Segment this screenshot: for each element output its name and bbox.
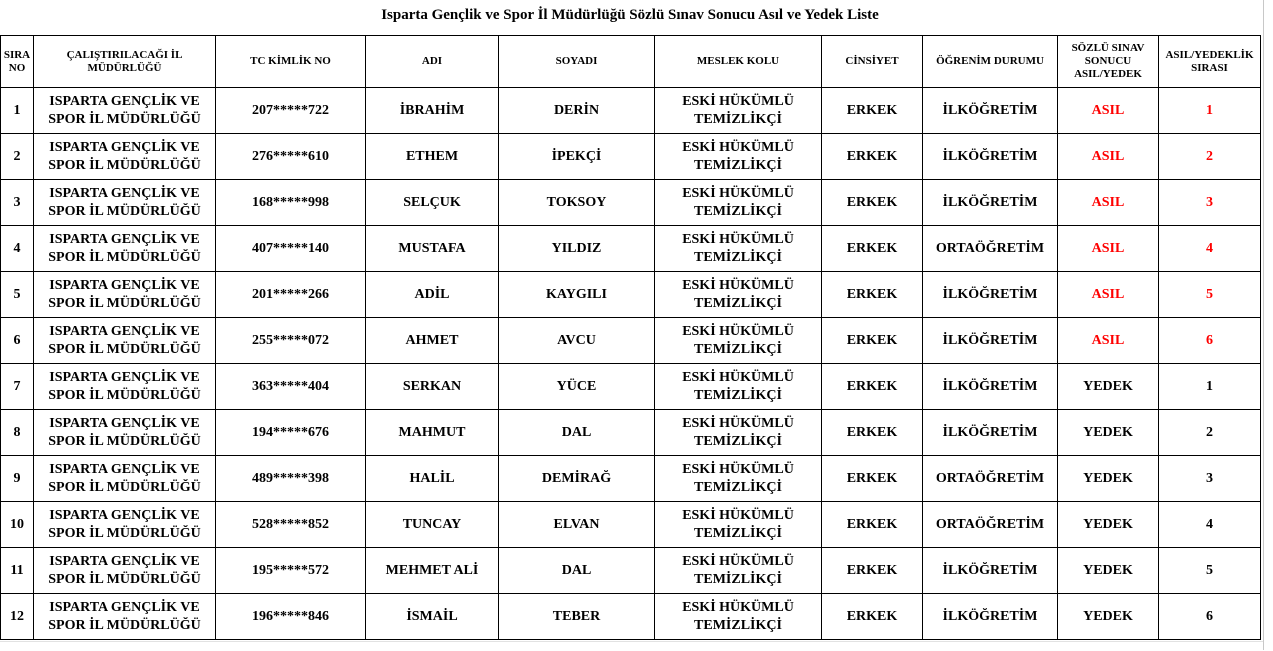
cell-cinsiyet: ERKEK [822, 226, 923, 272]
cell-meslek-kolu: ESKİ HÜKÜMLÜ TEMİZLİKÇİ [655, 180, 822, 226]
cell-sinav-sonucu: YEDEK [1058, 594, 1159, 640]
cell-cinsiyet: ERKEK [822, 134, 923, 180]
cell-ogrenim-durumu: İLKÖĞRETİM [923, 180, 1058, 226]
cell-ogrenim-durumu: ORTAÖĞRETİM [923, 456, 1058, 502]
cell-ogrenim-durumu: İLKÖĞRETİM [923, 318, 1058, 364]
cell-soyadi: ELVAN [499, 502, 655, 548]
cell-adi: ETHEM [366, 134, 499, 180]
header-cinsiyet: CİNSİYET [822, 36, 923, 88]
cell-sinav-sonucu: ASIL [1058, 272, 1159, 318]
table-row [1, 226, 1261, 272]
cell-sinav-sonucu: YEDEK [1058, 456, 1159, 502]
cell-ogrenim-durumu: İLKÖĞRETİM [923, 134, 1058, 180]
cell-asil-yedek-sirasi: 1 [1159, 88, 1261, 134]
cell-cinsiyet: ERKEK [822, 548, 923, 594]
cell-tc-kimlik: 255*****072 [216, 318, 366, 364]
cell-mudurluk: ISPARTA GENÇLİK VE SPOR İL MÜDÜRLÜĞÜ [34, 88, 216, 134]
cell-tc-kimlik: 196*****846 [216, 594, 366, 640]
table-row [1, 364, 1261, 410]
cell-ogrenim-durumu: ORTAÖĞRETİM [923, 226, 1058, 272]
cell-mudurluk: ISPARTA GENÇLİK VE SPOR İL MÜDÜRLÜĞÜ [34, 410, 216, 456]
cell-ogrenim-durumu: İLKÖĞRETİM [923, 272, 1058, 318]
cell-mudurluk: ISPARTA GENÇLİK VE SPOR İL MÜDÜRLÜĞÜ [34, 364, 216, 410]
cell-cinsiyet: ERKEK [822, 410, 923, 456]
header-tc-kimlik: TC KİMLİK NO [216, 36, 366, 88]
cell-sira-no: 1 [1, 88, 34, 134]
cell-soyadi: TOKSOY [499, 180, 655, 226]
cell-mudurluk: ISPARTA GENÇLİK VE SPOR İL MÜDÜRLÜĞÜ [34, 180, 216, 226]
cell-sinav-sonucu: YEDEK [1058, 502, 1159, 548]
cell-cinsiyet: ERKEK [822, 502, 923, 548]
cell-sira-no: 2 [1, 134, 34, 180]
cell-mudurluk: ISPARTA GENÇLİK VE SPOR İL MÜDÜRLÜĞÜ [34, 226, 216, 272]
cell-sira-no: 10 [1, 502, 34, 548]
cell-sira-no: 6 [1, 318, 34, 364]
cell-ogrenim-durumu: İLKÖĞRETİM [923, 594, 1058, 640]
cell-sira-no: 7 [1, 364, 34, 410]
cell-ogrenim-durumu: İLKÖĞRETİM [923, 364, 1058, 410]
cell-adi: ADİL [366, 272, 499, 318]
cell-soyadi: YILDIZ [499, 226, 655, 272]
table-row [1, 272, 1261, 318]
cell-cinsiyet: ERKEK [822, 88, 923, 134]
cell-mudurluk: ISPARTA GENÇLİK VE SPOR İL MÜDÜRLÜĞÜ [34, 502, 216, 548]
cell-sinav-sonucu: ASIL [1058, 318, 1159, 364]
cell-sinav-sonucu: ASIL [1058, 88, 1159, 134]
table-row [1, 134, 1261, 180]
table-row [1, 502, 1261, 548]
cell-asil-yedek-sirasi: 4 [1159, 226, 1261, 272]
result-table [0, 35, 1261, 640]
cell-soyadi: TEBER [499, 594, 655, 640]
cell-tc-kimlik: 168*****998 [216, 180, 366, 226]
cell-meslek-kolu: ESKİ HÜKÜMLÜ TEMİZLİKÇİ [655, 88, 822, 134]
cell-asil-yedek-sirasi: 3 [1159, 180, 1261, 226]
table-row [1, 456, 1261, 502]
cell-soyadi: DERİN [499, 88, 655, 134]
cell-cinsiyet: ERKEK [822, 180, 923, 226]
cell-mudurluk: ISPARTA GENÇLİK VE SPOR İL MÜDÜRLÜĞÜ [34, 594, 216, 640]
cell-sira-no: 11 [1, 548, 34, 594]
cell-sinav-sonucu: ASIL [1058, 180, 1159, 226]
cell-meslek-kolu: ESKİ HÜKÜMLÜ TEMİZLİKÇİ [655, 594, 822, 640]
cell-sira-no: 3 [1, 180, 34, 226]
cell-soyadi: DEMİRAĞ [499, 456, 655, 502]
cell-adi: HALİL [366, 456, 499, 502]
table-row [1, 594, 1261, 640]
cell-adi: SERKAN [366, 364, 499, 410]
header-sira-no: SIRA NO [1, 36, 34, 88]
cell-soyadi: DAL [499, 548, 655, 594]
cell-sinav-sonucu: YEDEK [1058, 410, 1159, 456]
cell-meslek-kolu: ESKİ HÜKÜMLÜ TEMİZLİKÇİ [655, 318, 822, 364]
cell-tc-kimlik: 363*****404 [216, 364, 366, 410]
cell-sinav-sonucu: YEDEK [1058, 548, 1159, 594]
cell-sinav-sonucu: ASIL [1058, 134, 1159, 180]
table-row [1, 180, 1261, 226]
cell-adi: SELÇUK [366, 180, 499, 226]
cell-asil-yedek-sirasi: 5 [1159, 548, 1261, 594]
cell-meslek-kolu: ESKİ HÜKÜMLÜ TEMİZLİKÇİ [655, 226, 822, 272]
cell-mudurluk: ISPARTA GENÇLİK VE SPOR İL MÜDÜRLÜĞÜ [34, 318, 216, 364]
cell-sira-no: 12 [1, 594, 34, 640]
cell-tc-kimlik: 194*****676 [216, 410, 366, 456]
cell-ogrenim-durumu: İLKÖĞRETİM [923, 410, 1058, 456]
list-title: Isparta Gençlik ve Spor İl Müdürlüğü Sözlü Sınav Sonucu Asıl ve Yedek Liste [381, 7, 879, 23]
header-sinav-sonucu: SÖZLÜ SINAV SONUCU ASIL/YEDEK [1058, 36, 1159, 88]
cell-tc-kimlik: 489*****398 [216, 456, 366, 502]
cell-meslek-kolu: ESKİ HÜKÜMLÜ TEMİZLİKÇİ [655, 364, 822, 410]
cell-soyadi: DAL [499, 410, 655, 456]
cell-tc-kimlik: 528*****852 [216, 502, 366, 548]
cell-ogrenim-durumu: İLKÖĞRETİM [923, 548, 1058, 594]
cell-ogrenim-durumu: İLKÖĞRETİM [923, 88, 1058, 134]
cell-asil-yedek-sirasi: 2 [1159, 134, 1261, 180]
cell-tc-kimlik: 407*****140 [216, 226, 366, 272]
cell-asil-yedek-sirasi: 6 [1159, 594, 1261, 640]
cell-cinsiyet: ERKEK [822, 272, 923, 318]
cell-adi: İSMAİL [366, 594, 499, 640]
header-ogrenim-durumu: ÖĞRENİM DURUMU [923, 36, 1058, 88]
cell-asil-yedek-sirasi: 6 [1159, 318, 1261, 364]
table-row [1, 88, 1261, 134]
cell-asil-yedek-sirasi: 3 [1159, 456, 1261, 502]
cell-mudurluk: ISPARTA GENÇLİK VE SPOR İL MÜDÜRLÜĞÜ [34, 548, 216, 594]
cell-meslek-kolu: ESKİ HÜKÜMLÜ TEMİZLİKÇİ [655, 548, 822, 594]
cell-asil-yedek-sirasi: 4 [1159, 502, 1261, 548]
cell-mudurluk: ISPARTA GENÇLİK VE SPOR İL MÜDÜRLÜĞÜ [34, 456, 216, 502]
cell-soyadi: AVCU [499, 318, 655, 364]
header-meslek-kolu: MESLEK KOLU [655, 36, 822, 88]
cell-meslek-kolu: ESKİ HÜKÜMLÜ TEMİZLİKÇİ [655, 272, 822, 318]
cell-meslek-kolu: ESKİ HÜKÜMLÜ TEMİZLİKÇİ [655, 410, 822, 456]
cell-adi: TUNCAY [366, 502, 499, 548]
cell-ogrenim-durumu: ORTAÖĞRETİM [923, 502, 1058, 548]
table-row [1, 548, 1261, 594]
cell-meslek-kolu: ESKİ HÜKÜMLÜ TEMİZLİKÇİ [655, 502, 822, 548]
cell-cinsiyet: ERKEK [822, 318, 923, 364]
cell-adi: İBRAHİM [366, 88, 499, 134]
cell-tc-kimlik: 195*****572 [216, 548, 366, 594]
cell-asil-yedek-sirasi: 2 [1159, 410, 1261, 456]
table-row [1, 410, 1261, 456]
table-header-row [1, 36, 1261, 88]
cell-sinav-sonucu: YEDEK [1058, 364, 1159, 410]
cell-adi: AHMET [366, 318, 499, 364]
cell-meslek-kolu: ESKİ HÜKÜMLÜ TEMİZLİKÇİ [655, 134, 822, 180]
cell-asil-yedek-sirasi: 5 [1159, 272, 1261, 318]
cell-cinsiyet: ERKEK [822, 364, 923, 410]
cell-adi: MAHMUT [366, 410, 499, 456]
cell-sira-no: 9 [1, 456, 34, 502]
cell-cinsiyet: ERKEK [822, 594, 923, 640]
header-soyadi: SOYADI [499, 36, 655, 88]
cell-tc-kimlik: 276*****610 [216, 134, 366, 180]
cell-sira-no: 5 [1, 272, 34, 318]
header-asil-yedek-sirasi: ASIL/YEDEKLİK SIRASI [1159, 36, 1261, 88]
header-mudurluk: ÇALIŞTIRILACAĞI İL MÜDÜRLÜĞÜ [34, 36, 216, 88]
cell-tc-kimlik: 201*****266 [216, 272, 366, 318]
cell-adi: MUSTAFA [366, 226, 499, 272]
cell-asil-yedek-sirasi: 1 [1159, 364, 1261, 410]
cell-mudurluk: ISPARTA GENÇLİK VE SPOR İL MÜDÜRLÜĞÜ [34, 134, 216, 180]
cell-cinsiyet: ERKEK [822, 456, 923, 502]
cell-soyadi: İPEKÇİ [499, 134, 655, 180]
cell-mudurluk: ISPARTA GENÇLİK VE SPOR İL MÜDÜRLÜĞÜ [34, 272, 216, 318]
cell-sira-no: 8 [1, 410, 34, 456]
cell-soyadi: YÜCE [499, 364, 655, 410]
cell-sira-no: 4 [1, 226, 34, 272]
header-adi: ADI [366, 36, 499, 88]
cell-tc-kimlik: 207*****722 [216, 88, 366, 134]
table-row [1, 318, 1261, 364]
cell-adi: MEHMET ALİ [366, 548, 499, 594]
cell-sinav-sonucu: ASIL [1058, 226, 1159, 272]
cell-meslek-kolu: ESKİ HÜKÜMLÜ TEMİZLİKÇİ [655, 456, 822, 502]
cell-soyadi: KAYGILI [499, 272, 655, 318]
